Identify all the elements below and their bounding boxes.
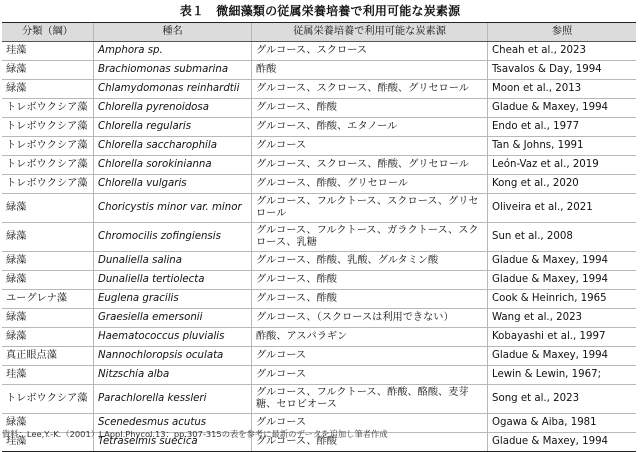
cell-class: 緑藻	[2, 252, 94, 270]
cell-reference: Song et al., 2023	[492, 393, 580, 404]
cell-class: 緑藻	[2, 223, 94, 251]
table-row	[2, 252, 636, 271]
cell-carbon-source: グルコース、スクロース、酢酸、グリセロール	[252, 80, 488, 98]
cell-species: Parachlorella kessleri	[94, 385, 252, 413]
cell-carbon-source: グルコース	[252, 137, 488, 155]
header-class: 分類（綱）	[2, 23, 94, 41]
cell-class: 真正眼点藻	[2, 347, 94, 365]
cell-class: 緑藻	[2, 271, 94, 289]
table-row	[2, 175, 636, 194]
cell-class: トレボウクシア藻	[2, 156, 94, 174]
cell-class: 緑藻	[2, 309, 94, 327]
cell-class: トレボウクシア藻	[2, 137, 94, 155]
table-row	[2, 118, 636, 137]
table-row	[2, 99, 636, 118]
cell-carbon-source: グルコース、酢酸	[252, 271, 488, 289]
cell-species: Chlorella vulgaris	[94, 175, 252, 193]
cell-species: Chromocilis zofingiensis	[94, 223, 252, 251]
cell-species: Dunaliella tertiolecta	[94, 271, 252, 289]
cell-species: Chlamydomonas reinhardtii	[94, 80, 252, 98]
cell-reference: Sun et al., 2008	[492, 231, 573, 242]
cell-species: Nitzschia alba	[94, 366, 252, 384]
cell-carbon-source: グルコース、酢酸	[252, 433, 488, 451]
cell-species: Chlorella saccharophila	[94, 137, 252, 155]
cell-reference: Gladue & Maxey, 1994	[492, 255, 609, 266]
table-row	[2, 290, 636, 309]
cell-species: Haematococcus pluvialis	[94, 328, 252, 346]
cell-carbon-source: グルコース、スクロース	[252, 42, 488, 60]
cell-reference: Endo et al., 1977	[492, 121, 580, 132]
table-row	[2, 156, 636, 175]
cell-carbon-source: グルコース、フルクトース、ガラクトース、スクロース、乳糖	[252, 223, 488, 251]
cell-class: 緑藻	[2, 328, 94, 346]
cell-carbon-source: グルコース、フルクトース、酢酸、酪酸、麦芽糖、セロビオース	[252, 385, 488, 413]
cell-class: 珪藻	[2, 42, 94, 60]
table-row	[2, 137, 636, 156]
cell-reference: León-Vaz et al., 2019	[492, 159, 599, 170]
cell-class: トレボウクシア藻	[2, 99, 94, 117]
cell-reference: Cook & Heinrich, 1965	[492, 293, 607, 304]
cell-class: トレボウクシア藻	[2, 118, 94, 136]
table-row	[2, 80, 636, 99]
cell-reference: Gladue & Maxey, 1994	[492, 436, 609, 447]
cell-reference: Gladue & Maxey, 1994	[492, 350, 609, 361]
source-note: 資料：Lee,Y.-K.（2001）J.Appl.Phycol.13：pp.307-315の表を参考に最新のデータを追加し筆者作成	[2, 429, 388, 439]
cell-reference: Kong et al., 2020	[492, 178, 579, 189]
cell-reference: Gladue & Maxey, 1994	[492, 102, 609, 113]
cell-carbon-source: グルコース、酢酸、グリセロール	[252, 175, 488, 193]
cell-species: Brachiomonas submarina	[94, 61, 252, 79]
table-row	[2, 347, 636, 366]
table-title: 表１ 微細藻類の従属栄養培養で利用可能な炭素源	[179, 4, 461, 18]
cell-reference: Moon et al., 2013	[492, 83, 582, 94]
cell-species: Tetraselmis suecica	[94, 433, 252, 451]
cell-class: 緑藻	[2, 414, 94, 432]
cell-class: ユーグレナ藻	[2, 290, 94, 308]
table-row	[2, 223, 636, 252]
cell-carbon-source: 酢酸、アスパラギン	[252, 328, 488, 346]
cell-reference: Cheah et al., 2023	[492, 45, 586, 56]
cell-species: Euglena gracilis	[94, 290, 252, 308]
cell-species: Chlorella pyrenoidosa	[94, 99, 252, 117]
cell-species: Graesiella emersonii	[94, 309, 252, 327]
cell-species: Amphora sp.	[94, 42, 252, 60]
table-row	[2, 61, 636, 80]
cell-carbon-source: グルコース、フルクトース、スクロース、グリセロール	[252, 194, 488, 222]
cell-reference: Wang et al., 2023	[492, 312, 583, 323]
table-row	[2, 271, 636, 290]
cell-carbon-source: グルコース、スクロース、酢酸、グリセロール	[252, 156, 488, 174]
cell-reference: Lewin & Lewin, 1967;	[492, 369, 602, 380]
cell-carbon-source: グルコース	[252, 414, 488, 432]
cell-class: 緑藻	[2, 61, 94, 79]
cell-carbon-source: グルコース、酢酸	[252, 99, 488, 117]
cell-class: 緑藻	[2, 80, 94, 98]
cell-reference: Kobayashi et al., 1997	[492, 331, 606, 342]
cell-reference: Oliveira et al., 2021	[492, 202, 593, 213]
cell-species: Scenedesmus acutus	[94, 414, 252, 432]
cell-class: トレボウクシア藻	[2, 175, 94, 193]
table-row	[2, 42, 636, 61]
cell-carbon-source: グルコース、酢酸、乳酸、グルタミン酸	[252, 252, 488, 270]
table-row	[2, 385, 636, 414]
cell-class: 珪藻	[2, 366, 94, 384]
cell-carbon-source: グルコース、酢酸、エタノール	[252, 118, 488, 136]
cell-species: Nannochloropsis oculata	[94, 347, 252, 365]
table-row	[2, 309, 636, 328]
cell-species: Chlorella regularis	[94, 118, 252, 136]
header-reference: 参照	[551, 26, 573, 37]
cell-class: 珪藻	[2, 433, 94, 451]
cell-reference: Tan & Johns, 1991	[492, 140, 584, 151]
cell-carbon-source: グルコース、酢酸	[252, 290, 488, 308]
cell-carbon-source: 酢酸	[252, 61, 488, 79]
header-species: 種名	[94, 23, 252, 41]
cell-reference: Tsavalos & Day, 1994	[492, 64, 602, 75]
cell-reference: Ogawa & Aiba, 1981	[492, 417, 597, 428]
header-carbon-source: 従属栄養培養で利用可能な炭素源	[252, 23, 488, 41]
cell-carbon-source: グルコース	[252, 366, 488, 384]
table-header-row	[2, 23, 636, 42]
cell-carbon-source: グルコース	[252, 347, 488, 365]
cell-species: Choricystis minor var. minor	[94, 194, 252, 222]
cell-class: 緑藻	[2, 194, 94, 222]
table-row	[2, 194, 636, 223]
cell-carbon-source: グルコース、（スクロースは利用できない）	[252, 309, 488, 327]
cell-species: Dunaliella salina	[94, 252, 252, 270]
cell-class: トレボウクシア藻	[2, 385, 94, 413]
table-row	[2, 366, 636, 385]
table-row	[2, 328, 636, 347]
cell-species: Chlorella sorokinianna	[94, 156, 252, 174]
carbon-source-table	[2, 22, 636, 452]
cell-reference: Gladue & Maxey, 1994	[492, 274, 609, 285]
